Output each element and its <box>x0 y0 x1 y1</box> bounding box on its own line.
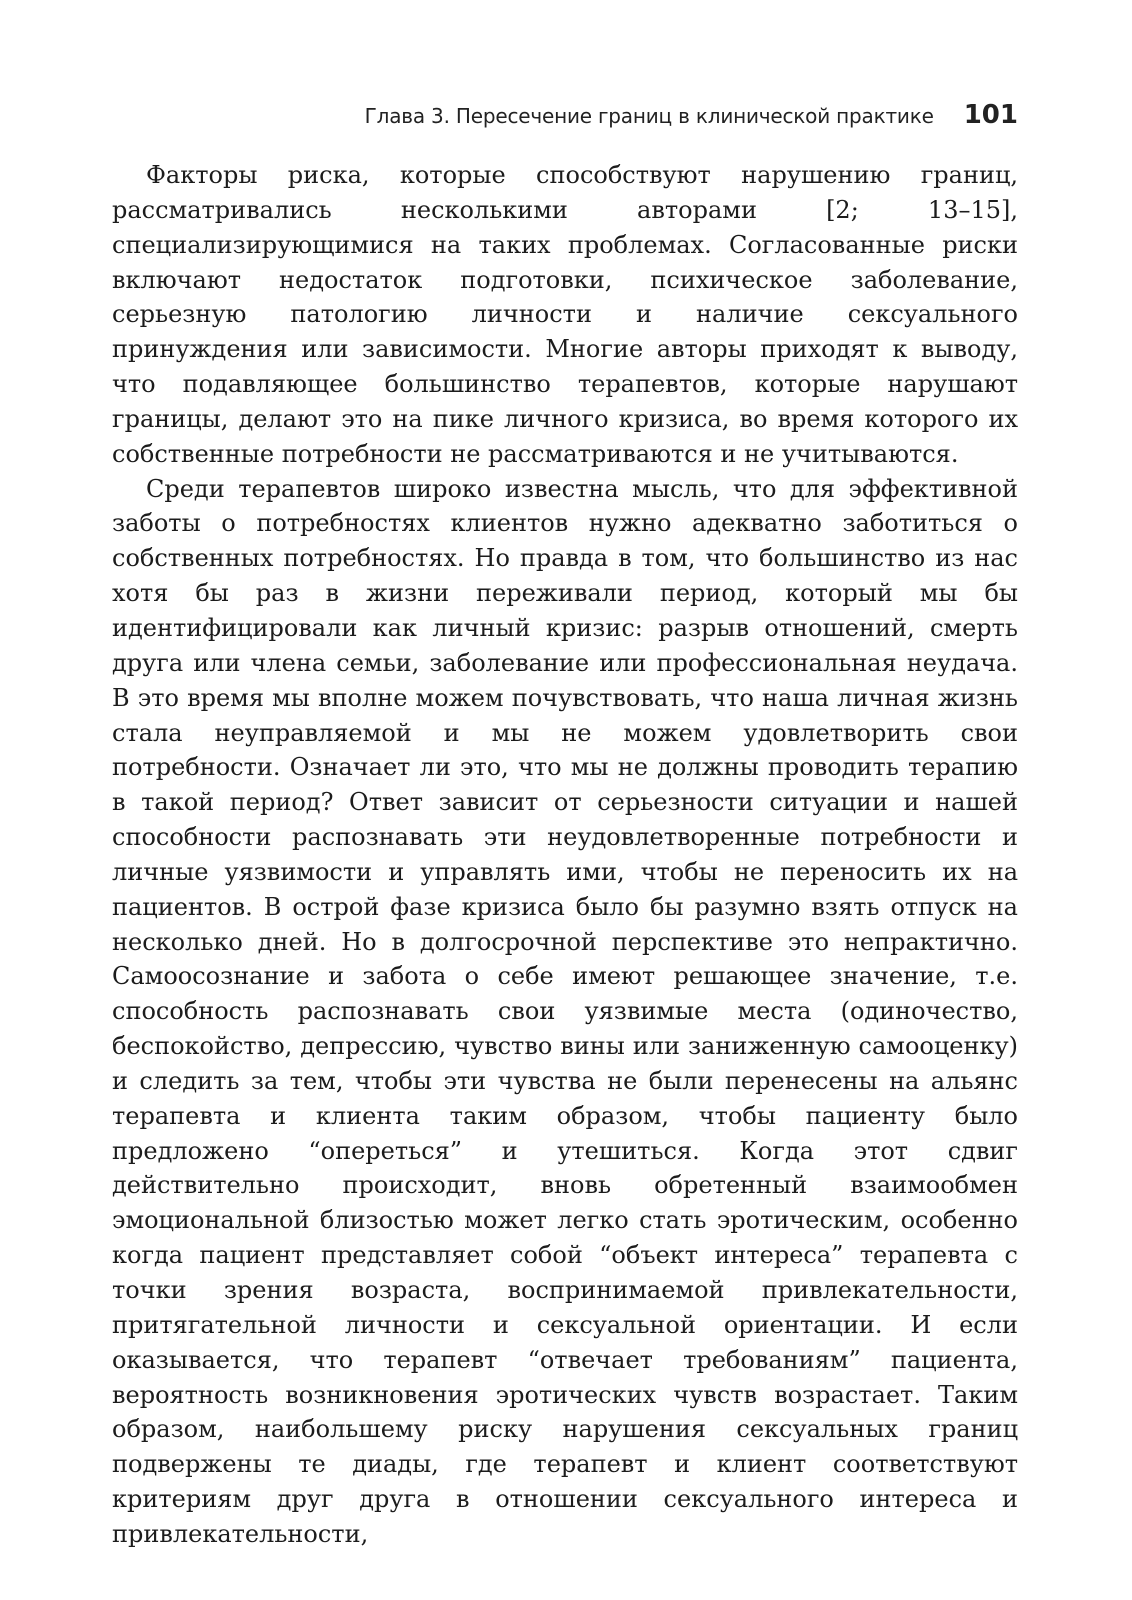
running-header <box>112 100 1018 134</box>
paragraph-1: Факторы риска, которые способствуют нарушению границ, рассматривались несколькими авторами [2; 13–15], специализирующимися на таких проблемах. Согласованные риски включают недостаток подготовки, психическое заболевание, серьезную патологию личности и наличие сексуального принуждения или зависимости. Многие авторы приходят к выводу, что подавляющее большинство терапевтов, которые нарушают границы, делают это на пике личного кризиса, во время которого их собственные потребности не рассматриваются и не учитываются. <box>112 161 1018 468</box>
chapter-title: Глава 3. Пересечение границ в клинической практике <box>364 104 934 128</box>
paragraph-2: Среди терапевтов широко известна мысль, что для эффективной заботы о потребностях клиентов нужно адекватно заботиться о собственных потребностях. Но правда в том, что большинство из нас хотя бы раз в жизни переживали период, который мы бы идентифицировали как личный кризис: разрыв отношений, смерть друга или члена семьи, заболевание или профессиональная неудача. В это время мы вполне можем почувствовать, что наша личная жизнь стала неуправляемой и мы не можем удовлетворить свои потребности. Означает ли это, что мы не должны проводить терапию в такой период? Ответ зависит от серьезности ситуации и нашей способности распознавать эти неудовлетворенные потребности и личные уязвимости и управлять ими, чтобы не переносить их на пациентов. В острой фазе кризиса было бы разумно взять отпуск на несколько дней. Но в долгосрочной перспективе это непрактично. Самоосознание и забота о себе имеют решающее значение, т.е. способность распознавать свои уязвимые места (одиночество, беспокойство, депрессию, чувство вины или заниженную самооценку) и следить за тем, чтобы эти чувства не были перенесены на альянс терапевта и клиента таким образом, чтобы пациенту было предложено “опереться” и утешиться. Когда этот сдвиг действительно происходит, вновь обретенный взаимообмен эмоциональной близостью может легко стать эротическим, особенно когда пациент представляет собой “объект интереса” терапевта с точки зрения возраста, воспринимаемой привлекательности, притягательной личности и сексуальной ориентации. И если оказывается, что терапевт “отвечает требованиям” пациента, вероятность возникновения эротических чувств возрастает. Таким образом, наибольшему риску нарушения сексуальных границ подвержены те диады, где терапевт и клиент соответствуют критериям друг друга в отношении сексуального интереса и привлекательности, <box>112 474 1018 1548</box>
body-text <box>112 158 1018 1552</box>
page-number: 101 <box>963 100 1018 130</box>
